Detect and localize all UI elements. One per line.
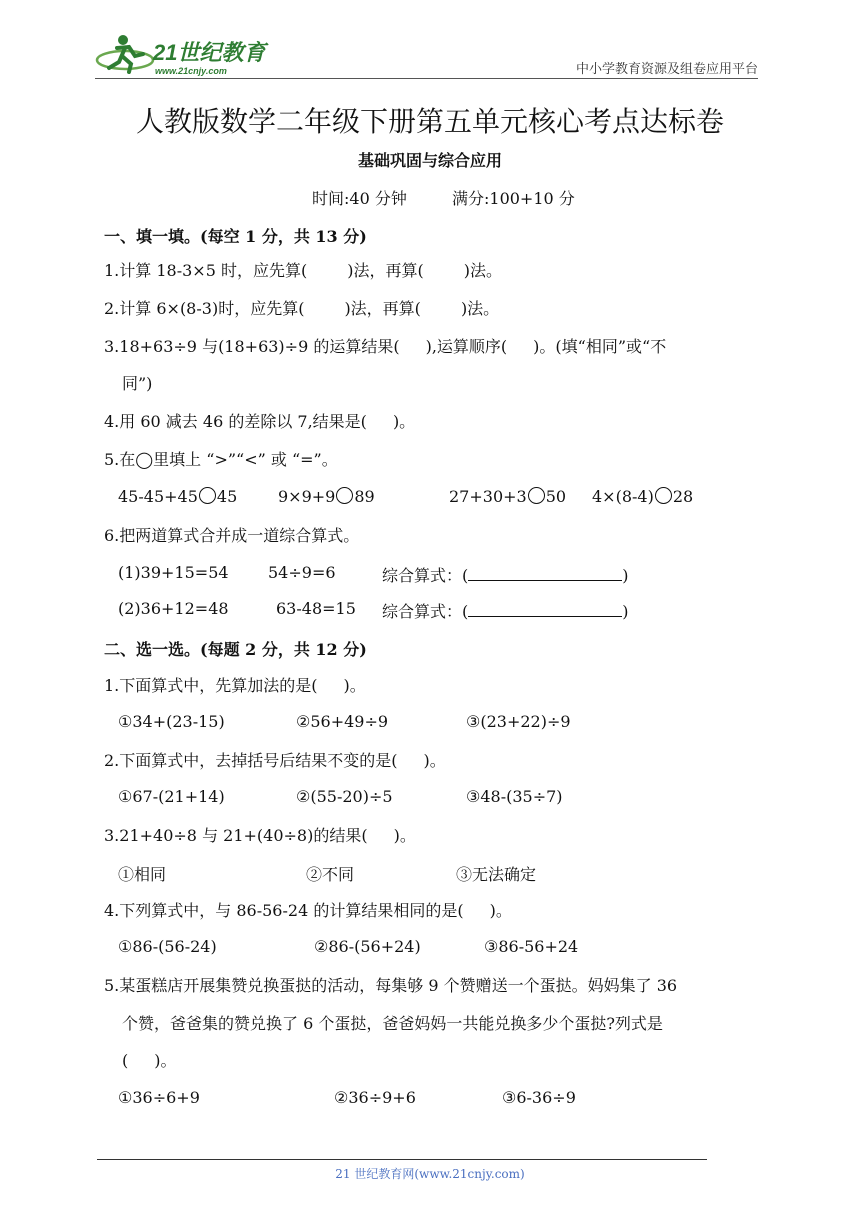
exam-time: 时间:40 分钟	[312, 189, 407, 208]
svg-text:21世纪教育: 21世纪教育	[153, 40, 266, 65]
combined-formula-field[interactable]: 综合算式：( )	[382, 602, 629, 621]
option-2[interactable]: ②36÷9+6	[334, 1088, 416, 1107]
s1-question-3: 3.18+63÷9 与(18+63)÷9 的运算结果( ),运算顺序( )。(填“相同”或“不	[104, 337, 667, 356]
site-logo	[95, 30, 270, 80]
compare-item: 9×9+9 89	[278, 487, 375, 506]
option-3[interactable]: ③48-(35÷7)	[466, 787, 563, 806]
option-3[interactable]: ③(23+22)÷9	[466, 712, 571, 731]
s2-question-3: 3.21+40÷8 与 21+(40÷8)的结果( )。	[104, 826, 416, 845]
compare-item: 45-45+45 45	[118, 487, 238, 506]
runner-logo-icon	[95, 30, 270, 80]
s2-question-5-line-3: ( )。	[122, 1051, 177, 1070]
option-2[interactable]: ②不同	[306, 865, 355, 884]
page-subtitle: 基础巩固与综合应用	[357, 151, 502, 170]
option-1[interactable]: ①34+(23-15)	[118, 712, 225, 731]
section-2-heading: 二、选一选。(每题 2 分，共 12 分)	[104, 640, 367, 659]
header-divider	[95, 78, 758, 79]
compare-circle-icon	[336, 487, 353, 504]
compare-item: 4×(8-4) 28	[592, 487, 694, 506]
s2-question-5-line-2: 个赞，爸爸集的赞兑换了 6 个蛋挞，爸爸妈妈一共能兑换多少个蛋挞?列式是	[122, 1014, 663, 1033]
merge-step-2: 63-48=15	[276, 599, 356, 618]
option-2[interactable]: ②56+49÷9	[296, 712, 389, 731]
s2-question-1: 1.下面算式中，先算加法的是( )。	[104, 676, 366, 695]
section-1-heading: 一、填一填。(每空 1 分，共 13 分)	[104, 227, 367, 246]
footer-link[interactable]: 21 世纪教育网(www.21cnjy.com)	[335, 1167, 525, 1181]
compare-circle-icon	[199, 487, 216, 504]
s2-question-5: 5.某蛋糕店开展集赞兑换蛋挞的活动，每集够 9 个赞赠送一个蛋挞。妈妈集了 36	[104, 976, 678, 995]
option-2[interactable]: ②86-(56+24)	[314, 937, 421, 956]
merge-step-2: 54÷9=6	[268, 563, 336, 582]
merge-step-1: (2)36+12=48	[118, 599, 229, 618]
option-1[interactable]: ①相同	[118, 865, 167, 884]
option-1[interactable]: ①36÷6+9	[118, 1088, 200, 1107]
option-1[interactable]: ①67-(21+14)	[118, 787, 225, 806]
platform-name: 中小学教育资源及组卷应用平台	[575, 62, 758, 77]
compare-circle-icon	[528, 487, 545, 504]
footer-divider	[97, 1159, 707, 1160]
s2-question-2: 2.下面算式中，去掉括号后结果不变的是( )。	[104, 751, 446, 770]
combined-formula-field[interactable]: 综合算式：( )	[382, 566, 629, 585]
compare-item: 27+30+3 50	[449, 487, 567, 506]
s1-question-3-cont: 同”)	[122, 374, 153, 393]
option-1[interactable]: ①86-(56-24)	[118, 937, 217, 956]
compare-circle-icon	[655, 487, 672, 504]
s1-question-4: 4.用 60 减去 46 的差除以 7,结果是( )。	[104, 412, 416, 431]
s1-question-2: 2.计算 6×(8-3)时，应先算( )法，再算( )法。	[104, 299, 500, 318]
merge-step-1: (1)39+15=54	[118, 563, 229, 582]
s1-question-5: 5.在◯里填上 “>”“<” 或 “=”。	[104, 450, 338, 469]
s2-question-4: 4.下列算式中，与 86-56-24 的计算结果相同的是( )。	[104, 901, 512, 920]
exam-score: 满分:100+10 分	[452, 189, 575, 208]
s1-question-6: 6.把两道算式合并成一道综合算式。	[104, 526, 360, 545]
option-3[interactable]: ③无法确定	[456, 865, 537, 884]
option-3[interactable]: ③86-56+24	[484, 937, 579, 956]
svg-text:www.21cnjy.com: www.21cnjy.com	[155, 66, 227, 76]
s1-question-1: 1.计算 18-3×5 时，应先算( )法，再算( )法。	[104, 261, 502, 280]
option-3[interactable]: ③6-36÷9	[502, 1088, 576, 1107]
option-2[interactable]: ②(55-20)÷5	[296, 787, 393, 806]
page-title: 人教版数学二年级下册第五单元核心考点达标卷	[135, 105, 724, 138]
